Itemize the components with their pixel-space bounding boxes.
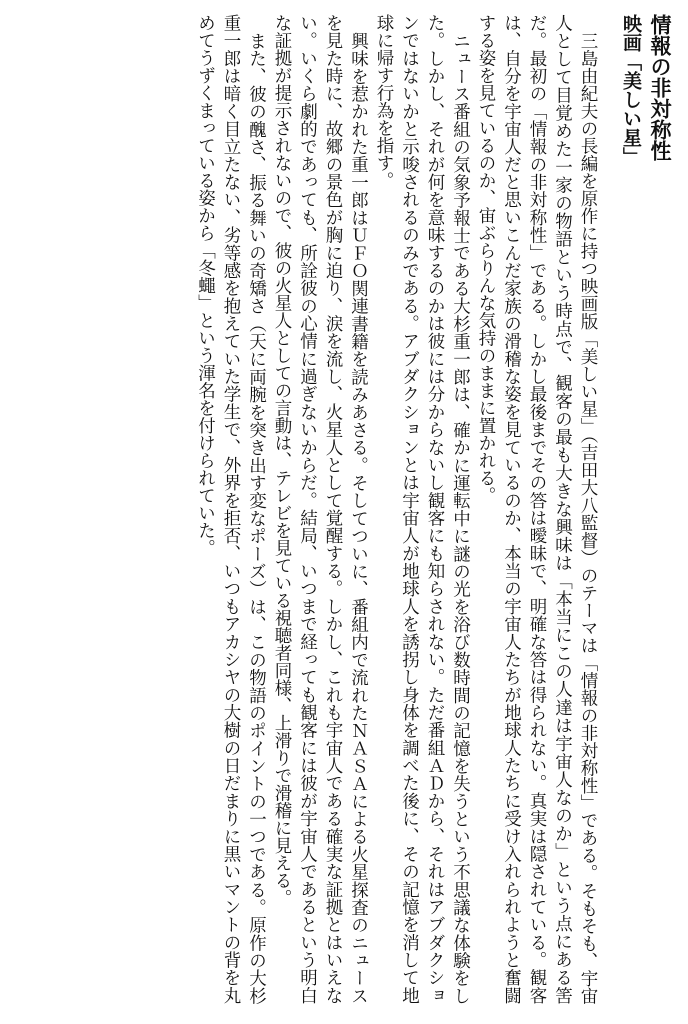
paragraph-1: 三島由紀夫の長編を原作に持つ映画版「美しい星」（吉田大八監督）のテーマは「情報の非対称性」である。そもそも、宇宙人として目覚めた一家の物語という時点で、観客の最も大きな興味は「本当にこの人達は宇宙人なのか」という点にある筈だ。最初の「情報の非対称性」である。しかし最後までその答は曖昧で、明確な答は得られない。真実は隠されている。観客は、自分を宇宙人だと思いこんだ家族の滑稽な姿を見ているのか、本当の宇宙人たちが地球人たちに受け入れられようと奮闘する姿を見ているのか、宙ぶらりんな気持のままに置かれる。	[476, 14, 598, 1005]
article-subtitle: 映画「美しい星」	[620, 14, 642, 166]
paragraph-2: ニュース番組の気象予報士である大杉重一郎は、確かに運転中に謎の光を浴び数時間の記憶を失うという不思議な体験をした。しかし、それが何を意味するのかは彼には分からないし観客にも知らされない。ただ番組ＡＤから、それはアブダクションではないかと示唆されるのみである。アブダクションとは宇宙人が地球人を誘拐し身体を調べた後に、その記憶を消して地球に帰す行為を指す。	[374, 14, 471, 1005]
article	[192, 14, 674, 1004]
article-title: 情報の非対称性	[648, 14, 672, 161]
paragraph-3: 興味を惹かれた重一郎はＵＦＯ関連書籍を読みあさる。そしてついに、番組内で流れたＮＡＳＡによる火星探査のニュースを見た時に、故郷の景色が胸に迫り、涙を流し、火星人として覚醒する。しかし、これも宇宙人である確実な証拠とはいえない。いくら劇的であっても、所詮彼の心情に過ぎないからだ。結局、いつまで経っても観客には彼が宇宙人であるという明白な証拠が提示されないので、彼の火星人としての言動は、テレビを見ている視聴者同様、上滑りで滑稽に見える。	[272, 14, 369, 1004]
paragraph-4: また、彼の醜さ、振る舞いの奇矯さ（天に両腕を突き出す変なポーズ）は、この物語のポイントの一つである。原作の大杉重一郎は暗く目立たない、劣等感を抱えていた学生で、外界を拒否、いつもアカシヤの大樹の日だまりに黒いマントの背を丸めてうずくまっている姿から「冬蠅」という渾名を付けられていた。	[195, 14, 267, 1004]
